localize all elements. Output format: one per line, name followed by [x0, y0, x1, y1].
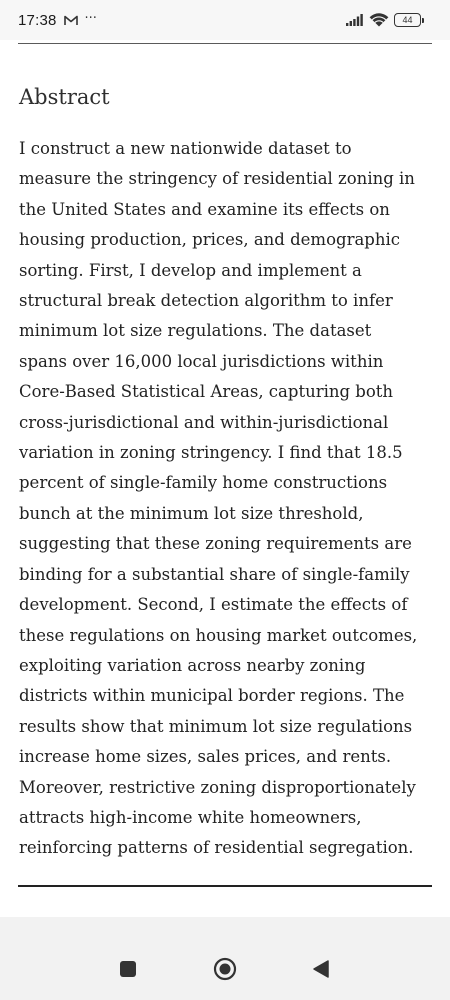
clock: 17:38 [18, 11, 57, 29]
more-notifications-indicator: ··· [84, 10, 97, 26]
abstract-line: structural break detection algorithm to infer [19, 291, 393, 311]
back-icon [311, 959, 331, 979]
signal-icon [346, 14, 364, 26]
abstract-text [19, 134, 435, 864]
bottom-divider [18, 885, 432, 887]
abstract-line: suggesting that these zoning requirements are [19, 534, 412, 554]
abstract-heading: Abstract [19, 85, 110, 109]
abstract-line: Moreover, restrictive zoning disproportionately [19, 777, 416, 797]
abstract-line: Core-Based Statistical Areas, capturing both [19, 382, 394, 402]
abstract-line: binding for a substantial share of single-family [19, 564, 410, 584]
status-right [346, 11, 424, 29]
abstract-line: exploiting variation across nearby zoning [19, 655, 366, 675]
gmail-icon [64, 15, 78, 26]
navigation-bar [0, 917, 450, 1000]
abstract-line: these regulations on housing market outcomes, [19, 625, 418, 645]
abstract-line: variation in zoning stringency. I find that 18.5 [19, 443, 403, 463]
battery-nub [422, 18, 424, 23]
abstract-line: attracts high-income white homeowners, [19, 807, 362, 827]
abstract-line: housing production, prices, and demographic [19, 230, 400, 250]
status-bar [0, 0, 450, 40]
abstract-line: reinforcing patterns of residential segregation. [19, 838, 414, 858]
abstract-line: measure the stringency of residential zoning in [19, 169, 415, 189]
battery-level: 44 [394, 13, 421, 27]
recents-button[interactable] [116, 957, 140, 981]
back-button[interactable] [309, 957, 333, 981]
abstract-line: results show that minimum lot size regulations [19, 716, 413, 736]
abstract-line: sorting. First, I develop and implement a [19, 260, 362, 280]
home-button[interactable] [213, 957, 237, 981]
abstract-line: development. Second, I estimate the effects of [19, 595, 408, 615]
abstract-line: minimum lot size regulations. The dataset [19, 321, 372, 341]
abstract-line: spans over 16,000 local jurisdictions within [19, 351, 384, 371]
abstract-line: districts within municipal border regions. The [19, 686, 405, 706]
home-icon [213, 957, 237, 981]
abstract-line: percent of single-family home constructions [19, 473, 388, 493]
wifi-icon [369, 13, 389, 27]
abstract-line: I construct a new nationwide dataset to [19, 139, 352, 158]
battery-icon [394, 13, 424, 27]
abstract-line: cross-jurisdictional and within-jurisdictional [19, 412, 389, 432]
abstract-line: bunch at the minimum lot size threshold, [19, 503, 364, 523]
recents-icon [119, 960, 137, 978]
status-left [18, 10, 97, 30]
top-divider [18, 43, 432, 44]
abstract-line: increase home sizes, sales prices, and rents. [19, 747, 392, 767]
abstract-line: the United States and examine its effects on [19, 199, 390, 219]
